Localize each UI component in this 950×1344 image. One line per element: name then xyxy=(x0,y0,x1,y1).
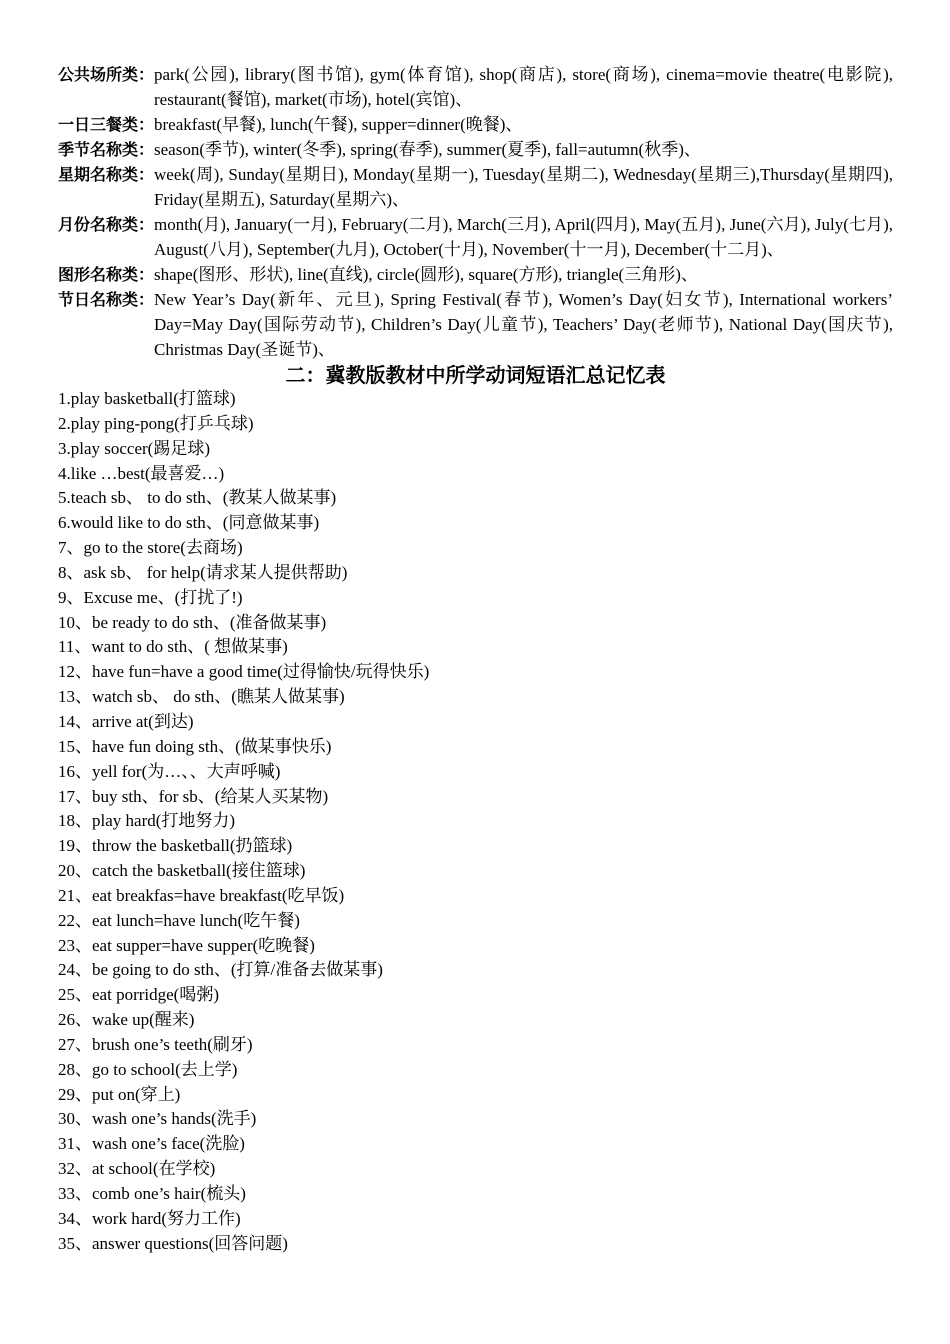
phrase-item: 34、work hard(努力工作) xyxy=(58,1208,241,1228)
phrase-item: 13、watch sb、 do sth、(瞧某人做某事) xyxy=(58,687,345,707)
phrase-item: 25、eat porridge(喝粥) xyxy=(58,985,219,1005)
document-page xyxy=(58,62,893,1257)
phrase-item: 29、put on(穿上) xyxy=(58,1084,181,1104)
category-row xyxy=(58,137,893,162)
category-text: season(季节), winter(冬季), spring(春季), summer(夏季), fall=autumn(秋季)、 xyxy=(154,140,701,159)
category-row xyxy=(58,212,893,262)
phrase-item: 24、be going to do sth、(打算/准备去做某事) xyxy=(58,960,383,980)
category-text: breakfast(早餐), lunch(午餐), supper=dinner(晚餐)、 xyxy=(154,115,523,134)
phrase-item: 18、play hard(打地努力) xyxy=(58,811,236,831)
phrase-item: 27、brush one’s teeth(刷牙) xyxy=(58,1034,253,1054)
phrase-item: 20、catch the basketball(接住篮球) xyxy=(58,861,306,881)
category-label: 季节名称类： xyxy=(58,140,155,159)
category-row xyxy=(58,62,893,112)
section-title: 二：冀教版教材中所学动词短语汇总记忆表 xyxy=(285,363,666,387)
phrase-item: 19、throw the basketball(扔篮球) xyxy=(58,836,293,856)
phrase-item: 31、wash one’s face(洗脸) xyxy=(58,1134,245,1154)
phrase-item: 33、comb one’s hair(梳头) xyxy=(58,1184,246,1203)
category-row xyxy=(58,112,893,137)
phrase-item: 21、eat breakfas=have breakfast(吃早饭) xyxy=(58,885,345,905)
category-text: park(公园), library(图书馆), gym(体育馆), shop(商店), store(商场), cinema=movie theatre(电影院), restaurant(餐馆), market(市场), hotel(宾馆)、 xyxy=(154,65,893,109)
category-label: 星期名称类： xyxy=(58,165,155,184)
category-list xyxy=(58,62,893,362)
phrase-item: 8、ask sb、 for help(请求某人提供帮助) xyxy=(58,562,348,582)
phrase-item: 11、want to do sth、( 想做某事) xyxy=(58,637,288,657)
phrase-item: 23、eat supper=have supper(吃晚餐) xyxy=(58,935,315,955)
phrase-item: 35、answer questions(回答问题) xyxy=(58,1233,288,1253)
category-row xyxy=(58,287,893,362)
phrase-item: 30、wash one’s hands(洗手) xyxy=(58,1109,257,1129)
category-label: 图形名称类： xyxy=(58,265,155,284)
category-row xyxy=(58,262,893,287)
phrase-item: 12、have fun=have a good time(过得愉快/玩得快乐) xyxy=(58,662,430,682)
phrase-item: 16、yell for(为…、、大声呼喊) xyxy=(58,761,281,781)
category-label: 公共场所类： xyxy=(58,65,155,84)
phrase-item: 26、wake up(醒来) xyxy=(58,1010,195,1030)
category-text: New Year’s Day(新年、元旦), Spring Festival(春节), Women’s Day(妇女节), International workers’ Day=May Day(国际劳动节), Children’s Day(儿童节), Teachers’ Day(老师节), National Day(国庆节), Christmas Day(圣诞节)、 xyxy=(154,290,893,359)
phrase-item: 14、arrive at(到达) xyxy=(58,711,194,731)
phrase-item: 6.would like to do sth、(同意做某事) xyxy=(58,513,320,533)
category-text: month(月), January(一月), February(二月), March(三月), April(四月), May(五月), June(六月), July(七月), August(八月), September(九月), October(十月), November(十一月), December(十二月)、 xyxy=(154,215,893,259)
category-label: 一日三餐类： xyxy=(58,115,155,134)
category-text: week(周), Sunday(星期日), Monday(星期一), Tuesday(星期二), Wednesday(星期三),Thursday(星期四), Friday(星期五), Saturday(星期六)、 xyxy=(154,165,893,209)
phrase-item: 2.play ping-pong(打乒乓球) xyxy=(58,413,254,433)
phrase-item: 9、Excuse me、(打扰了!) xyxy=(58,587,243,607)
phrase-item: 15、have fun doing sth、(做某事快乐) xyxy=(58,736,332,756)
phrase-item: 1.play basketball(打篮球) xyxy=(58,389,236,408)
phrase-item: 10、be ready to do sth、(准备做某事) xyxy=(58,612,327,632)
phrase-item: 17、buy sth、for sb、(给某人买某物) xyxy=(58,786,329,806)
phrase-item: 5.teach sb、 to do sth、(教某人做某事) xyxy=(58,488,337,508)
phrase-item: 3.play soccer(踢足球) xyxy=(58,438,211,458)
category-row xyxy=(58,162,893,212)
phrase-item: 4.like …best(最喜爱…) xyxy=(58,463,225,483)
category-label: 节日名称类： xyxy=(58,290,155,309)
category-label: 月份名称类： xyxy=(58,215,155,234)
phrase-list xyxy=(58,387,893,1257)
phrase-item: 22、eat lunch=have lunch(吃午餐) xyxy=(58,910,300,930)
phrase-item: 32、at school(在学校) xyxy=(58,1159,216,1179)
category-text: shape(图形、形状), line(直线), circle(圆形), square(方形), triangle(三角形)、 xyxy=(154,265,698,284)
phrase-item: 7、go to the store(去商场) xyxy=(58,538,243,558)
phrase-item: 28、go to school(去上学) xyxy=(58,1059,238,1079)
